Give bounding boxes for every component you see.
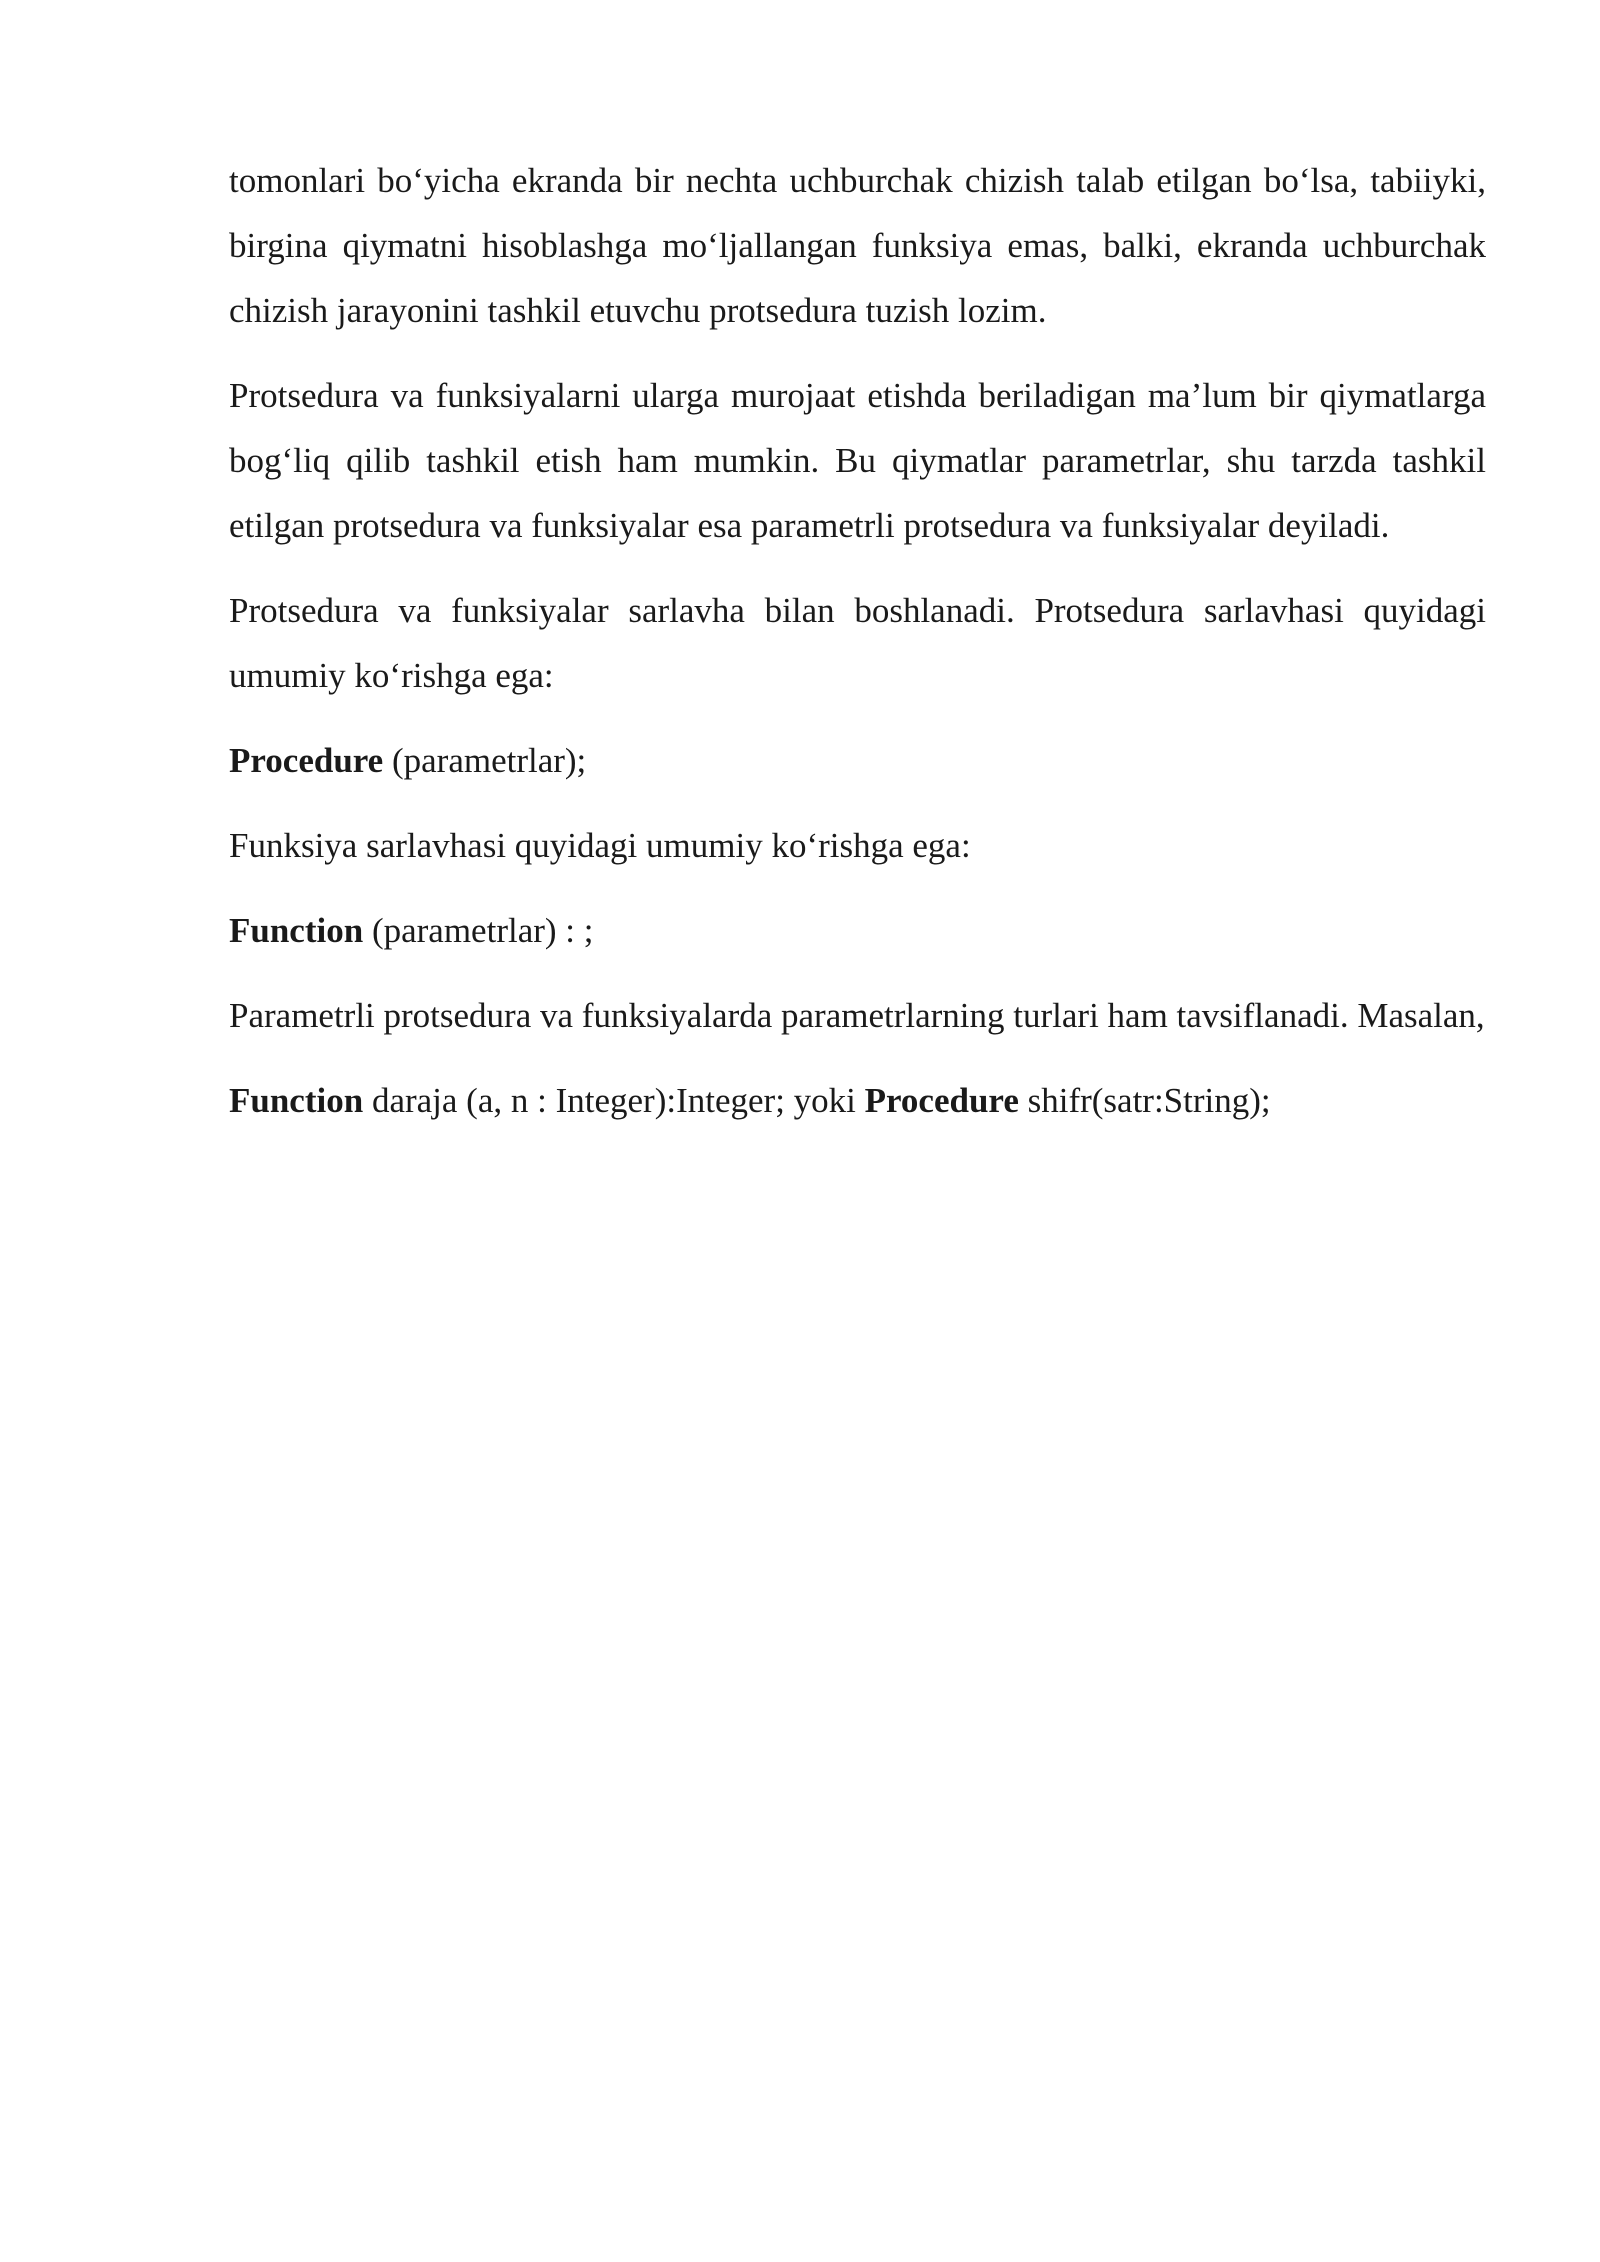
paragraph-parameter-types (229, 983, 1486, 1048)
paragraph-text: Protsedura va funksiyalarni ularga murojaat etishda beriladigan ma’lum bir qiymatlarga bog‘liq qilib tashkil etish ham mumkin. Bu qiymatlar parametrlar, shu tarzda tashkil etilgan protsedura va funksiyalar esa parametrli protsedura va funksiyalar deyiladi. (229, 376, 1486, 545)
paragraph-text: tomonlari bo‘yicha ekranda bir nechta uchburchak chizish talab etilgan bo‘lsa, tabiiyki, birgina qiymatni hisoblashga mo‘ljallangan funksiya emas, balki, ekranda uchburchak chizish jarayonini tashkil etuvchu protsedura tuzish lozim. (229, 161, 1486, 330)
paragraph-function-header-intro (229, 813, 1486, 878)
paragraph-header-intro (229, 578, 1486, 708)
example-line (229, 1068, 1486, 1133)
paragraph-text: Funksiya sarlavhasi quyidagi umumiy ko‘rishga ega: (229, 826, 971, 865)
procedure-keyword: Procedure (864, 1081, 1019, 1120)
procedure-syntax-line (229, 728, 1486, 793)
function-keyword: Function (229, 1081, 364, 1120)
function-syntax-rest: (parametrlar) : ; (363, 911, 594, 950)
paragraph-text: Protsedura va funksiyalar sarlavha bilan boshlanadi. Protsedura sarlavhasi quyidagi umumiy ko‘rishga ega: (229, 591, 1486, 695)
paragraph-parameters (229, 363, 1486, 558)
function-keyword: Function (229, 911, 364, 950)
paragraph-text: Parametrli protsedura va funksiyalarda parametrlarning turlari ham tavsiflanadi. Masalan, (229, 996, 1485, 1035)
document-body (229, 148, 1486, 1153)
procedure-keyword: Procedure (229, 741, 384, 780)
paragraph-triangle-procedure (229, 148, 1486, 343)
example-rest: shifr(satr:String); (1018, 1081, 1271, 1120)
example-middle: daraja (a, n : Integer):Integer; yoki (363, 1081, 865, 1120)
function-syntax-line (229, 898, 1486, 963)
procedure-syntax-rest: (parametrlar); (383, 741, 587, 780)
